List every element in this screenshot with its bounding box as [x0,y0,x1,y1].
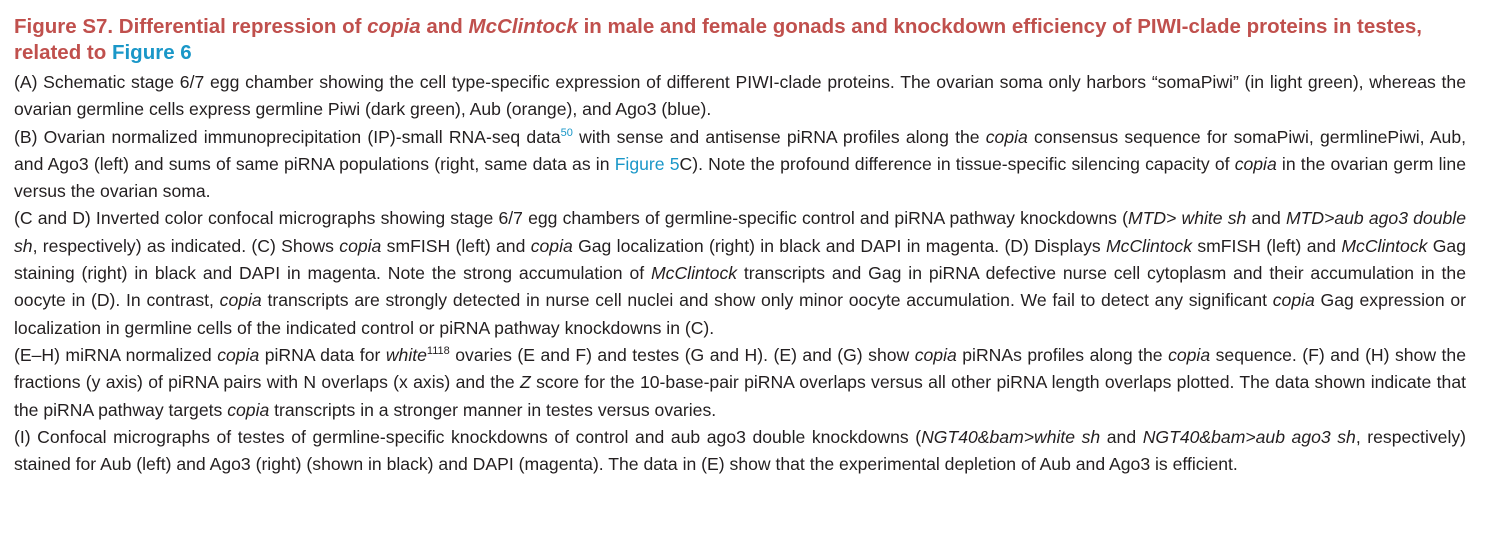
title-italic-mcclintock: McClintock [468,15,578,38]
figure-6-link[interactable]: Figure 6 [111,41,192,64]
caption-body [14,69,1466,478]
paragraph-text: smFISH (left) and [381,235,531,256]
paragraph-text: (C and D) Inverted color confocal micrographs showing stage 6/7 egg chambers of germline-specific control and piRNA pathway knockdowns ( [14,208,1128,229]
paragraph-text: score for the 10-base-pair piRNA overlaps versus all other piRNA length overlaps plotted. The data shown indicate that the piRNA pathway targets [14,372,1466,420]
paragraph-text: , respectively) as indicated. (C) Shows [32,235,340,256]
title-text: and [420,15,469,38]
paragraph-i [14,424,1466,479]
paragraph-text: Gag localization (right) in black and DAPI in magenta. (D) Displays [572,235,1106,256]
paragraph-text: transcripts and Gag in piRNA defective nurse cell cytoplasm and their accumulation in the oocyte in (D). In contrast, [14,263,1466,311]
italic-term: white [385,344,427,365]
paragraph-text: , respectively) stained for Aub (left) and Ago3 (right) (shown in black) and DAPI (magenta). The data in (E) show that the experimental depletion of Aub and Ago3 is efficient. [14,426,1467,475]
paragraph-text: (E–H) miRNA normalized [14,344,218,365]
paragraph-c-d [14,205,1466,341]
italic-term: copia [219,290,262,311]
title-italic-copia: copia [367,15,421,38]
italic-term: copia [1272,290,1315,311]
caption-title [14,14,1466,66]
italic-term: copia [530,235,573,256]
paragraph-text: Gag expression or localization in germline cells of the indicated control or piRNA pathway knockdowns in (C). [14,290,1466,338]
italic-term: copia [217,344,260,365]
paragraph-text: transcripts are strongly detected in nurse cell nuclei and show only minor oocyte accumulation. We fail to detect any significant [261,290,1273,311]
italic-term: copia [1234,153,1277,174]
italic-term: copia [914,344,957,365]
figure-5-link[interactable]: Figure 5 [614,153,680,174]
italic-term: NGT40&bam>aub ago3 sh [1142,426,1356,447]
paragraph-text: in the ovarian germ line versus the ovarian soma. [14,153,1466,202]
italic-term: NGT40&bam>white sh [921,426,1101,447]
paragraph-text: piRNAs profiles along the [956,344,1169,365]
italic-term: MTD> white sh [1127,208,1247,229]
paragraph-a [14,69,1466,124]
paragraph-b [14,124,1466,206]
paragraph-text: (B) Ovarian normalized immunoprecipitation (IP)-small RNA-seq data [14,126,561,147]
paragraph-text: Gag staining (right) in black and DAPI in magenta. Note the strong accumulation of [14,235,1466,284]
italic-term: copia [227,399,270,420]
paragraph-text: C). Note the profound difference in tissue-specific silencing capacity of [679,153,1235,174]
paragraph-text: and [1246,208,1286,229]
italic-term: McClintock [1106,235,1193,256]
allele-superscript: 1118 [426,344,450,357]
paragraph-e-h [14,342,1466,424]
italic-term: McClintock [1341,235,1428,256]
italic-term: Z [520,372,531,393]
title-text: in male and female gonads and knockdown efficiency of PIWI-clade proteins in testes, related to [14,15,1422,64]
paragraph-text: piRNA data for [259,344,386,365]
paragraph-text: smFISH (left) and [1192,235,1342,256]
title-text: Figure S7. Differential repression of [14,15,368,38]
italic-term: copia [1168,344,1211,365]
paragraph-text: (A) Schematic stage 6/7 egg chamber showing the cell type-specific expression of different PIWI-clade proteins. The ovarian soma only harbors “somaPiwi” (in light green), whereas the ovarian germline cells express germline Piwi (dark green), Aub (orange), and Ago3 (blue). [14,72,1466,120]
italic-term: copia [339,235,382,256]
paragraph-text: with sense and antisense piRNA profiles along the [572,126,986,147]
figure-caption [14,14,1466,478]
italic-term: McClintock [651,263,738,284]
citation-link[interactable]: 50 [560,126,573,139]
paragraph-text: sequence. (F) and (H) show the fractions (y axis) of piRNA pairs with N overlaps (x axis) and the [14,344,1466,393]
paragraph-text: and [1100,426,1143,447]
italic-term: MTD>aub ago3 double sh [14,208,1466,256]
paragraph-text: consensus sequence for somaPiwi, germlinePiwi, Aub, and Ago3 (left) and sums of same piRNA populations (right, same data as in [14,126,1466,174]
paragraph-text: transcripts in a stronger manner in testes versus ovaries. [269,399,717,420]
paragraph-text: (I) Confocal micrographs of testes of germline-specific knockdowns of control and aub ago3 double knockdowns ( [14,426,922,447]
italic-term: copia [985,126,1028,147]
paragraph-text: ovaries (E and F) and testes (G and H). (E) and (G) show [449,344,915,365]
